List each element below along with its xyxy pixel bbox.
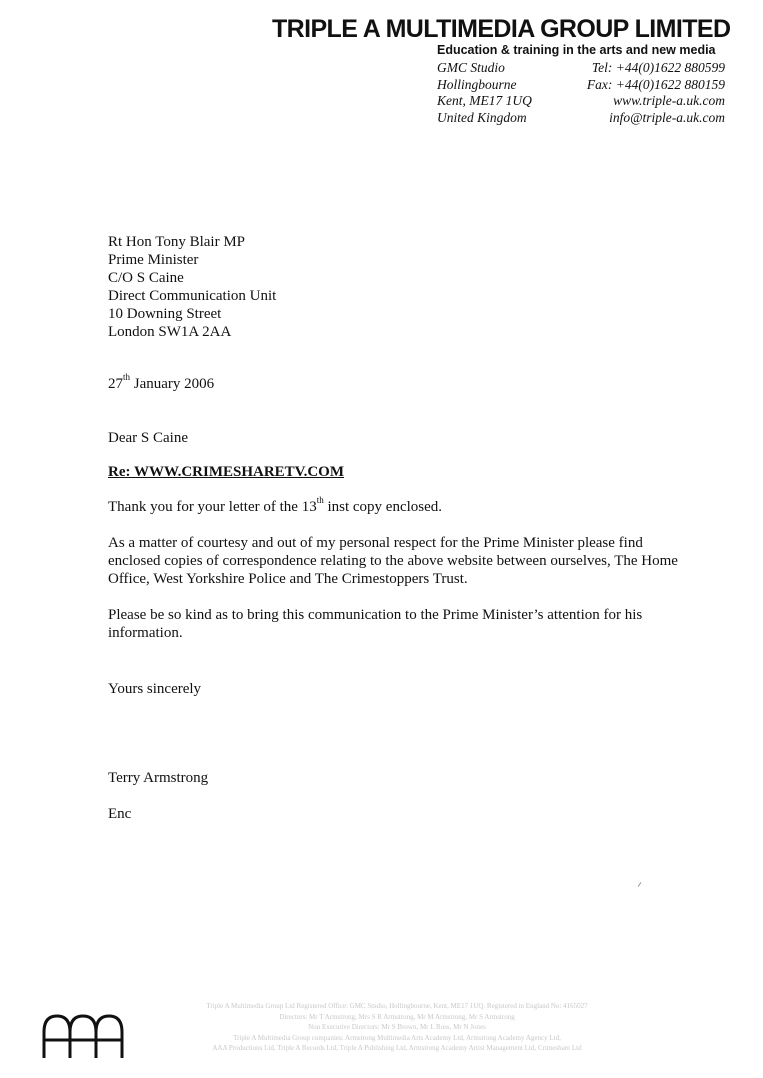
- recipient-line: Rt Hon Tony Blair MP: [108, 234, 246, 250]
- recipient-line: Prime Minister: [108, 252, 199, 268]
- enclosure-note: Enc: [108, 806, 132, 822]
- closing: Yours sincerely: [108, 681, 202, 697]
- ordinal-suffix: th: [316, 495, 324, 505]
- recipient-line: C/O S Caine: [108, 270, 184, 286]
- address-line: United Kingdom: [437, 109, 527, 125]
- address-line: GMC Studio: [437, 60, 505, 75]
- email-link[interactable]: info@triple-a.uk.com: [609, 109, 725, 125]
- date-day: 27: [108, 376, 123, 392]
- recipient-line: Direct Communication Unit: [108, 288, 277, 304]
- footer-line: Triple A Multimedia Group companies: Armstrong Multimedia Arts Academy Ltd, Armstrong Academy Agency Ltd,: [233, 1033, 561, 1042]
- company-address: [437, 60, 532, 126]
- body-paragraph-1: [108, 495, 688, 516]
- company-tagline: Education & training in the arts and new media: [437, 43, 716, 57]
- footer-line: AAA Productions Ltd, Triple A Records Ltd, Triple A Publishing Ltd, Armstrong Academy Artist Management Ltd, Crimeshare Ltd: [212, 1044, 582, 1052]
- subject-line: Re: WWW.CRIMESHARETV.COM: [108, 464, 344, 480]
- salutation: Dear S Caine: [108, 430, 188, 446]
- footer-line: Non Executive Directors: Mr S Brown, Mr L Ross, Mr N Jones: [308, 1023, 486, 1031]
- paragraph-text: inst copy enclosed.: [323, 499, 443, 515]
- paragraph-text: Thank you for your letter of the 13: [108, 499, 317, 515]
- footer-line: Triple A Multimedia Group Ltd Registered Office: GMC Studio, Hollingbourne, Kent, ME17 1UQ. Registered in England No: 4165027: [206, 1002, 588, 1010]
- phone-number: Tel: +44(0)1622 880599: [591, 60, 725, 75]
- date-rest: January 2006: [130, 376, 215, 392]
- company-name: TRIPLE A MULTIMEDIA GROUP LIMITED: [272, 15, 731, 43]
- website-link[interactable]: www.triple-a.uk.com: [613, 93, 725, 108]
- footer-company-details: [152, 1001, 642, 1054]
- fax-number: Fax: +44(0)1622 880159: [586, 76, 725, 92]
- footer-line: Directors: Mr T Armstrong, Mrs S R Armstrong, Mr M Armstrong, Mr S Armstrong: [279, 1012, 515, 1021]
- recipient-line: London SW1A 2AA: [108, 324, 232, 340]
- body-paragraph-2: As a matter of courtesy and out of my personal respect for the Prime Minister please find enclosed copies of correspondence relating to the above website between ourselves, The Home Office, West Yorkshire Police and The Crimestoppers Trust.: [108, 535, 678, 587]
- signature-name: Terry Armstrong: [108, 770, 209, 786]
- recipient-address: [108, 233, 276, 341]
- recipient-line: 10 Downing Street: [108, 306, 222, 322]
- body-paragraph-3: Please be so kind as to bring this communication to the Prime Minister’s attention for his information.: [108, 607, 643, 641]
- address-line: Hollingbourne: [437, 76, 517, 92]
- date-suffix: th: [123, 372, 131, 382]
- address-line: Kent, ME17 1UQ: [437, 93, 532, 108]
- company-contacts: [587, 60, 725, 126]
- triple-a-logo-icon: [40, 1010, 126, 1060]
- letter-date: [108, 372, 215, 393]
- scan-mark: [638, 882, 642, 887]
